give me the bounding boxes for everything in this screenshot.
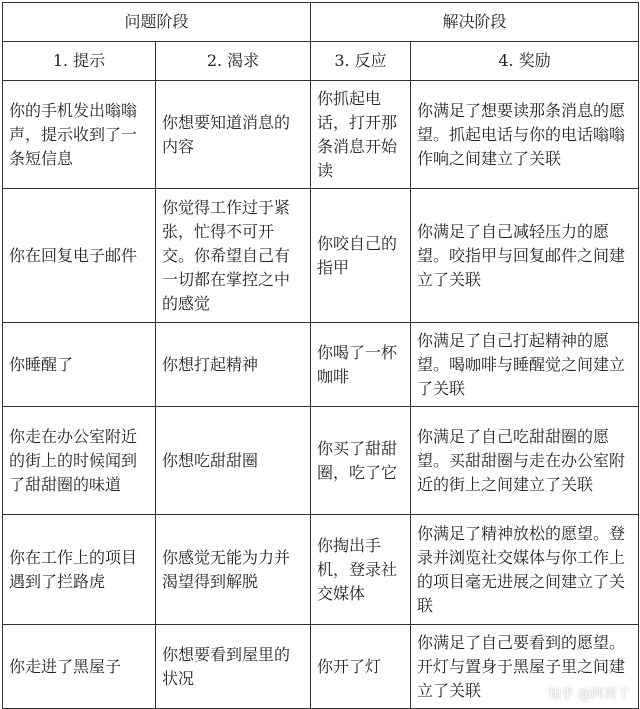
cue-cell: 你在回复电子邮件 [3, 189, 156, 323]
reward-cell: 你满足了自己打起精神的愿望。喝咖啡与睡醒觉之间建立了关联 [411, 323, 639, 407]
craving-cell: 你想要知道消息的内容 [156, 81, 311, 189]
column-header-reward: 4. 奖励 [411, 42, 639, 81]
response-cell: 你咬自己的指甲 [311, 189, 411, 323]
cue-cell: 你的手机发出嗡嗡声，提示收到了一条短信息 [3, 81, 156, 189]
cue-cell: 你睡醒了 [3, 323, 156, 407]
phase-problem: 问题阶段 [3, 3, 311, 42]
cue-cell: 你走在办公室附近的街上的时候闻到了甜甜圈的味道 [3, 407, 156, 515]
craving-cell: 你想打起精神 [156, 323, 311, 407]
response-cell: 你抓起电话，打开那条消息开始读 [311, 81, 411, 189]
craving-cell: 你想要看到屋里的状况 [156, 625, 311, 709]
table-row [3, 407, 639, 515]
watermark: 知乎 @阿爽丫 [547, 687, 630, 702]
reward-cell: 你满足了自己要看到的愿望。开灯与置身于黑屋子里之间建立了关联 [411, 625, 639, 709]
reward-cell: 你满足了想要读那条消息的愿望。抓起电话与你的电话嗡嗡作响之间建立了关联 [411, 81, 639, 189]
reward-cell: 你满足了自己减轻压力的愿望。咬指甲与回复邮件之间建立了关联 [411, 189, 639, 323]
table-row [3, 515, 639, 625]
cue-cell: 你走进了黑屋子 [3, 625, 156, 709]
column-header-cue: 1. 提示 [3, 42, 156, 81]
phase-header-row [3, 3, 639, 42]
reward-cell: 你满足了自己吃甜甜圈的愿望。买甜甜圈与走在办公室附近的街上之间建立了关联 [411, 407, 639, 515]
table-row [3, 189, 639, 323]
table-row [3, 81, 639, 189]
response-cell: 你掏出手机，登录社交媒体 [311, 515, 411, 625]
response-cell: 你开了灯 [311, 625, 411, 709]
column-header-response: 3. 反应 [311, 42, 411, 81]
table-row [3, 625, 639, 709]
table-row [3, 323, 639, 407]
craving-cell: 你想吃甜甜圈 [156, 407, 311, 515]
habit-loop-table [2, 2, 639, 709]
column-header-row [3, 42, 639, 81]
cue-cell: 你在工作上的项目遇到了拦路虎 [3, 515, 156, 625]
reward-cell: 你满足了精神放松的愿望。登录并浏览社交媒体与你工作上的项目毫无进展之间建立了关联 [411, 515, 639, 625]
phase-solution: 解决阶段 [311, 3, 639, 42]
craving-cell: 你觉得工作过于紧张，忙得不可开交。你希望自己有一切都在掌控之中的感觉 [156, 189, 311, 323]
response-cell: 你买了甜甜圈，吃了它 [311, 407, 411, 515]
column-header-craving: 2. 渴求 [156, 42, 311, 81]
craving-cell: 你感觉无能为力并渴望得到解脱 [156, 515, 311, 625]
response-cell: 你喝了一杯咖啡 [311, 323, 411, 407]
